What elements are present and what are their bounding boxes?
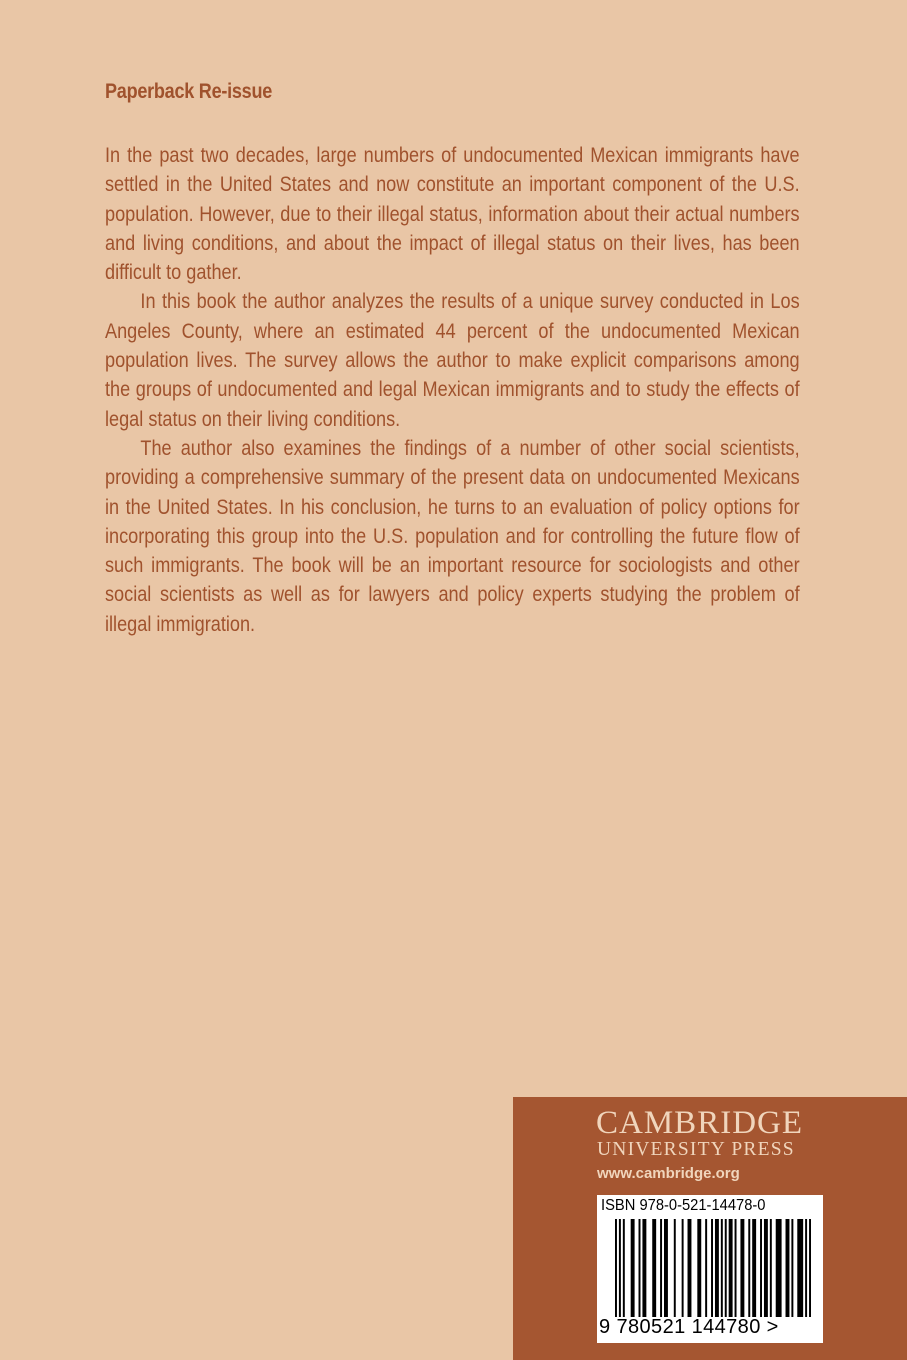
barcode-bar <box>697 1219 701 1317</box>
barcode-bar <box>764 1219 768 1317</box>
barcode-bar <box>776 1219 782 1317</box>
blurb-heading: Paperback Re-issue <box>105 80 273 103</box>
barcode-bar <box>660 1219 662 1317</box>
barcode-bar <box>729 1219 733 1317</box>
barcode-bar <box>652 1219 656 1317</box>
barcode-label <box>597 1195 823 1343</box>
barcode-bar <box>715 1219 719 1317</box>
barcode-bar <box>760 1219 762 1317</box>
publisher-panel <box>513 1097 907 1360</box>
publisher-website: www.cambridge.org <box>597 1165 740 1182</box>
barcode-bar <box>711 1219 713 1317</box>
barcode-bar <box>752 1219 756 1317</box>
barcode-bar <box>688 1219 692 1317</box>
blurb-paragraph-2: In this book the author analyzes the results of a unique survey conducted in Los Angeles County, where an estimated 44 percent of the undocumented Mexican population lives. The survey allows the author to make explicit comparisons among the groups of undocumented and legal Mexican immigrants and to study the effects of legal status on their living conditions. <box>105 289 800 431</box>
blurb-paragraph-3: The author also examines the findings of a number of other social scientists, providing a comprehensive summary of the present data on undocumented Mexicans in the United States. In his conclusion, he turns to an evaluation of policy options for incorporating this group into the U.S. population and for controlling the future flow of such immigrants. The book will be an important resource for sociologists and other social scientists as well as for lawyers and policy experts studying the problem of illegal immigration. <box>105 435 800 636</box>
barcode-bar <box>805 1219 807 1317</box>
barcode-bar <box>619 1219 621 1317</box>
barcode-bar <box>615 1219 617 1317</box>
barcode-bar <box>797 1219 803 1317</box>
barcode-digits: 9 780521 144780 > <box>599 1316 779 1338</box>
barcode-bar <box>770 1219 772 1317</box>
barcode-bar <box>721 1219 723 1317</box>
publisher-subname: UNIVERSITY PRESS <box>597 1139 795 1160</box>
blurb-paragraph-1: In the past two decades, large numbers of undocumented Mexican immigrants have settled in the United States and now constitute an important component of the U.S. population. However, due to their illegal status, information about their actual numbers and living conditions, and about the impact of illegal status on their lives, has been difficult to gather. <box>105 143 800 285</box>
barcode-bar <box>642 1219 646 1317</box>
blurb-text <box>105 141 800 639</box>
barcode-bar <box>735 1219 737 1317</box>
barcode-bar <box>639 1219 641 1317</box>
barcode-bar <box>809 1219 811 1317</box>
barcode-bar <box>705 1219 707 1317</box>
barcode-bar <box>791 1219 793 1317</box>
barcode-bar <box>786 1219 790 1317</box>
barcode-bars <box>615 1219 811 1317</box>
barcode-bar <box>748 1219 750 1317</box>
barcode-bar <box>725 1219 727 1317</box>
barcode-bar <box>682 1219 684 1317</box>
isbn-number: ISBN 978-0-521-14478-0 <box>601 1197 766 1214</box>
barcode-bar <box>631 1219 635 1317</box>
barcode-bar <box>740 1219 744 1317</box>
barcode-bar <box>664 1219 668 1317</box>
barcode-bar <box>623 1219 625 1317</box>
publisher-name: CAMBRIDGE <box>596 1105 804 1141</box>
barcode-bar <box>674 1219 676 1317</box>
